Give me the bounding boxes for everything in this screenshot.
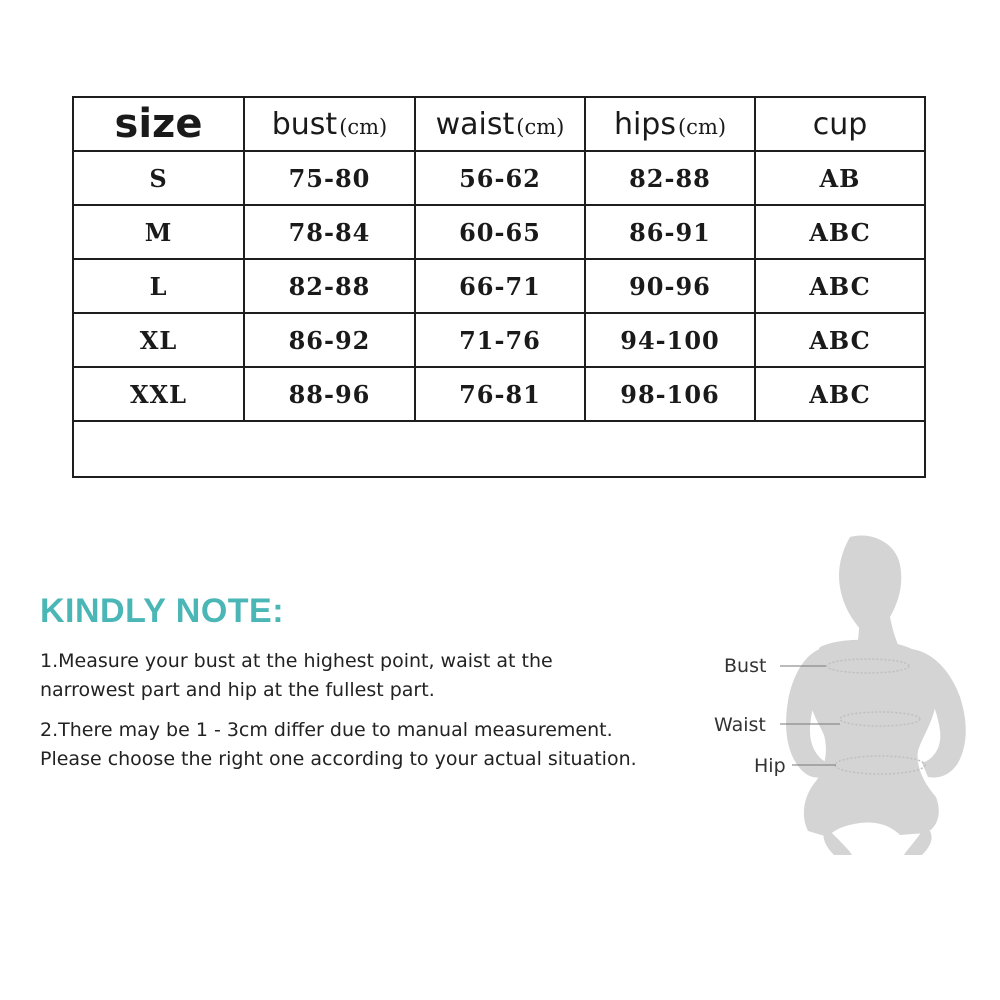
cell-bust: 88-96 — [244, 367, 415, 421]
header-size: size — [73, 97, 244, 151]
header-cup: cup — [755, 97, 925, 151]
waist-label: Waist — [714, 714, 766, 736]
cell-waist: 71-76 — [415, 313, 585, 367]
header-hips-unit: (cm) — [677, 114, 727, 139]
note-item-1-line-a: 1.Measure your bust at the highest point, waist at the — [40, 650, 553, 672]
cell-size: S — [73, 151, 244, 205]
cell-cup: ABC — [755, 313, 925, 367]
table-row — [73, 259, 925, 313]
hip-label: Hip — [754, 755, 786, 777]
header-waist — [415, 97, 585, 151]
cell-waist: 66-71 — [415, 259, 585, 313]
cell-bust: 82-88 — [244, 259, 415, 313]
measurement-figure — [700, 525, 1000, 855]
cell-cup: ABC — [755, 367, 925, 421]
table-row — [73, 151, 925, 205]
cell-waist: 56-62 — [415, 151, 585, 205]
cell-bust: 86-92 — [244, 313, 415, 367]
cell-bust: 78-84 — [244, 205, 415, 259]
cell-hips: 86-91 — [585, 205, 755, 259]
cell-hips: 94-100 — [585, 313, 755, 367]
table-row — [73, 313, 925, 367]
cell-bust: 75-80 — [244, 151, 415, 205]
header-bust — [244, 97, 415, 151]
size-chart-table — [72, 96, 926, 478]
note-item-2-line-a: 2.There may be 1 - 3cm differ due to manual measurement. — [40, 719, 613, 741]
table-header-row — [73, 97, 925, 151]
table-row — [73, 367, 925, 421]
header-bust-label: bust — [271, 106, 338, 142]
cell-hips: 98-106 — [585, 367, 755, 421]
header-bust-unit: (cm) — [339, 114, 388, 139]
cell-hips: 90-96 — [585, 259, 755, 313]
header-hips-label: hips — [613, 106, 676, 142]
note-item-1 — [40, 647, 700, 705]
empty-cell — [73, 421, 925, 477]
note-item-2-line-b: Please choose the right one according to your actual situation. — [40, 748, 637, 770]
cell-size: M — [73, 205, 244, 259]
cell-size: XXL — [73, 367, 244, 421]
kindly-note-title: KINDLY NOTE: — [40, 592, 285, 630]
note-item-2 — [40, 716, 700, 774]
header-waist-unit: (cm) — [516, 114, 565, 139]
table-row — [73, 205, 925, 259]
note-item-1-line-b: narrowest part and hip at the fullest part. — [40, 679, 435, 701]
cell-size: L — [73, 259, 244, 313]
cell-waist: 76-81 — [415, 367, 585, 421]
cell-cup: ABC — [755, 205, 925, 259]
header-waist-label: waist — [435, 106, 515, 142]
cell-hips: 82-88 — [585, 151, 755, 205]
header-hips — [585, 97, 755, 151]
body-silhouette-icon — [700, 525, 1000, 855]
table-empty-row — [73, 421, 925, 477]
bust-label: Bust — [724, 655, 767, 677]
cell-waist: 60-65 — [415, 205, 585, 259]
cell-cup: AB — [755, 151, 925, 205]
cell-cup: ABC — [755, 259, 925, 313]
cell-size: XL — [73, 313, 244, 367]
